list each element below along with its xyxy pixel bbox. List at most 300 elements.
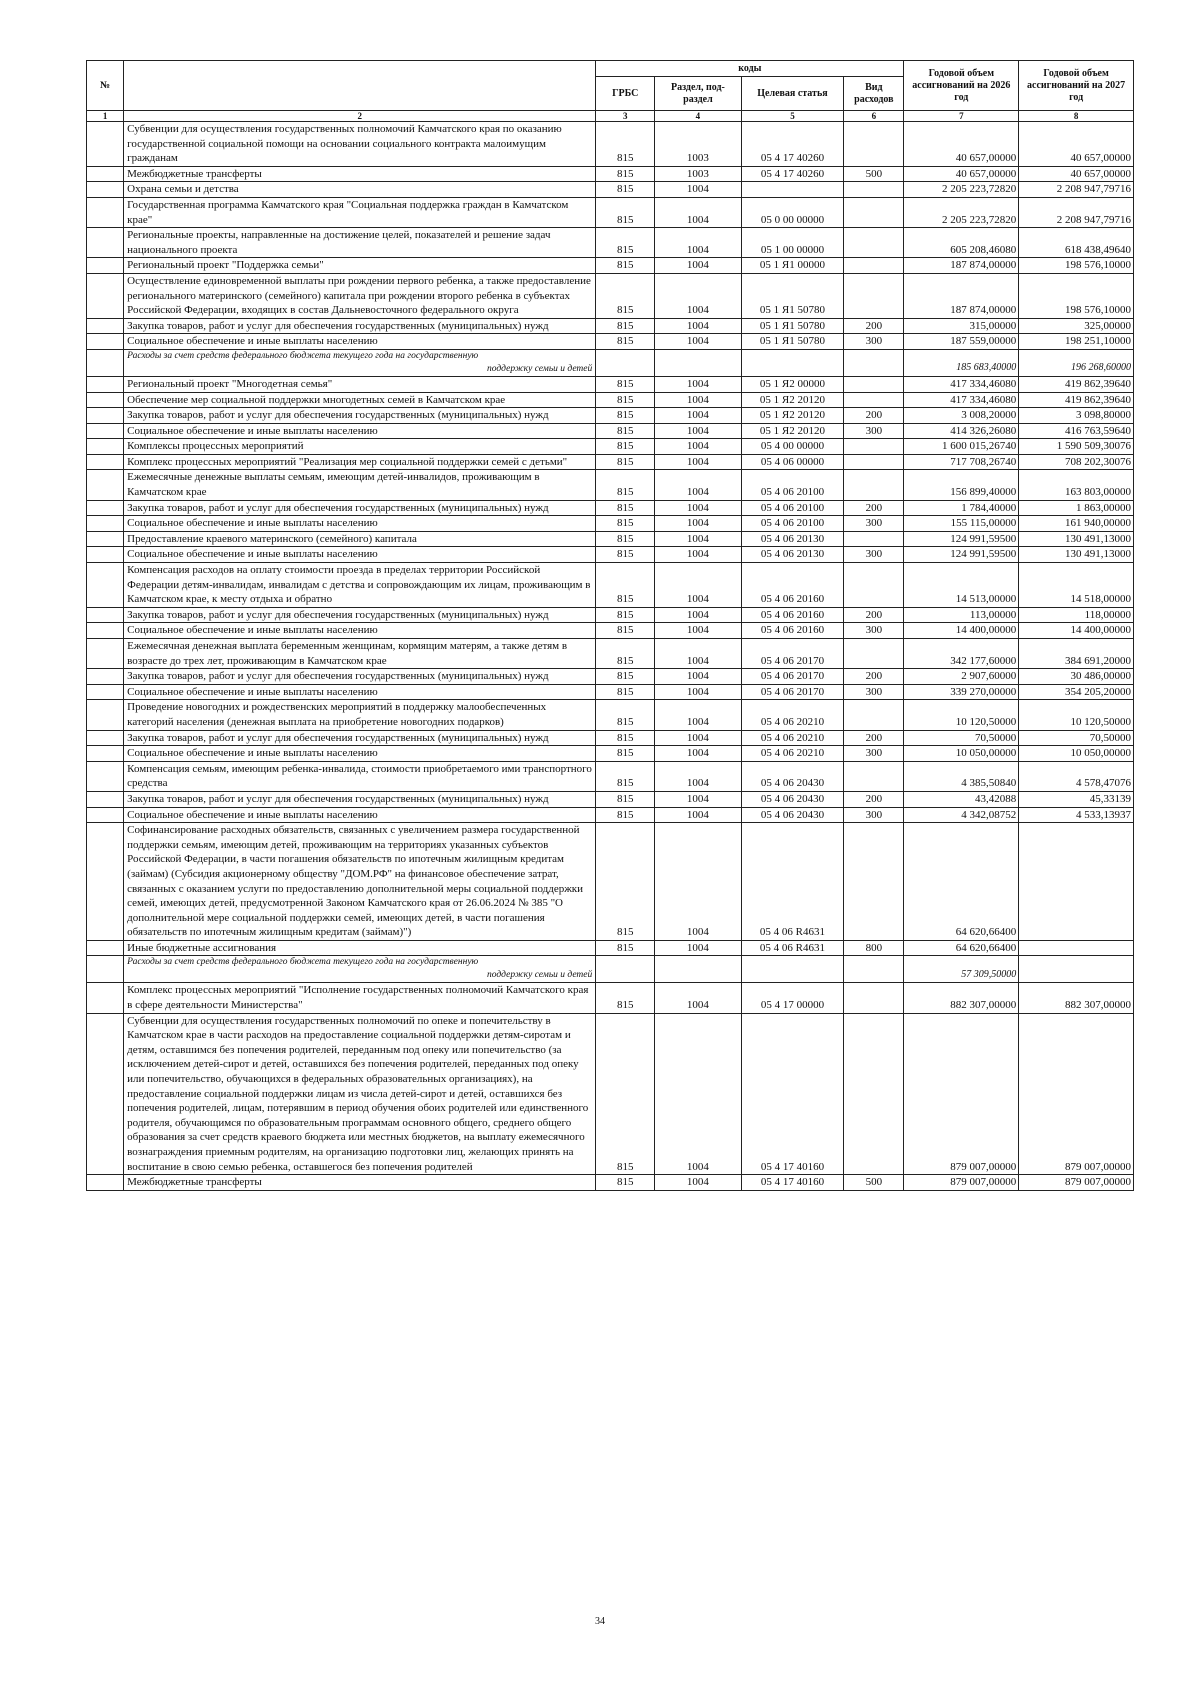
row-razdel-cell: 1004 [655, 197, 741, 227]
row-number-cell [87, 334, 124, 350]
row-name-cell: Субвенции для осуществления государственных полномочий по опеке и попечительству в Камчатском крае в части расходов на предоставление социальной поддержки детям-сиротам и детям, оставшимся без попечения родителей, переданным под опеку или попечительство (за исключением детей-сирот и детей, оставшихся без попечения родителей, переданных под опеку или попечительство, обучающихся в федеральных образовательных организациях), на предоставление социальной поддержки лицам из числа детей-сирот и детей, оставшихся без попечения родителей, лицам, потерявшим в период обучения обоих родителей или единственного родителя, обучающимся по образовательным программам основного общего, среднего общего образования за счет средств краевого бюджета или местных бюджетов, на выплату ежемесячного вознаграждения приемным родителям, на организацию подготовки лиц, желающих принять на воспитание в свою семью ребенка, оставшегося без попечения родителей [124, 1013, 596, 1175]
row-cs-cell: 05 4 06 20130 [741, 531, 844, 547]
row-razdel-cell: 1004 [655, 1175, 741, 1191]
row-number-cell [87, 376, 124, 392]
row-grbs-cell: 815 [596, 258, 655, 274]
row-grbs-cell: 815 [596, 823, 655, 941]
table-row [87, 761, 1134, 791]
row-y2026-cell: 417 334,46080 [904, 376, 1019, 392]
row-razdel-cell [655, 956, 741, 983]
row-number-cell [87, 408, 124, 424]
row-name-cell: Комплекс процессных мероприятий "Реализация мер социальной поддержки семей с детьми" [124, 454, 596, 470]
table-row [87, 318, 1134, 334]
row-grbs-cell: 815 [596, 454, 655, 470]
row-cs-cell: 05 4 06 20160 [741, 623, 844, 639]
table-row [87, 470, 1134, 500]
row-number-cell [87, 500, 124, 516]
row-cs-cell: 05 1 Я2 20120 [741, 392, 844, 408]
row-cs-cell: 05 4 06 20160 [741, 607, 844, 623]
table-row [87, 408, 1134, 424]
row-name-cell: Охрана семьи и детства [124, 182, 596, 198]
row-y2026-cell: 155 115,00000 [904, 516, 1019, 532]
row-number-cell [87, 547, 124, 563]
row-cs-cell: 05 1 Я1 50780 [741, 273, 844, 318]
row-number-cell [87, 639, 124, 669]
row-name-cell: Социальное обеспечение и иные выплаты населению [124, 684, 596, 700]
row-name-cell: Межбюджетные трансферты [124, 166, 596, 182]
row-y2027-cell: 70,50000 [1019, 730, 1134, 746]
row-grbs-cell: 815 [596, 1013, 655, 1175]
row-razdel-cell: 1004 [655, 334, 741, 350]
header-idx-5: 5 [741, 111, 844, 122]
row-number-cell [87, 761, 124, 791]
row-razdel-cell: 1004 [655, 563, 741, 608]
row-name-cell: Социальное обеспечение и иные выплаты населению [124, 334, 596, 350]
row-name-cell: Комплекс процессных мероприятий "Исполнение государственных полномочий Камчатского края в сфере деятельности Министерства" [124, 983, 596, 1013]
row-vr-cell [844, 122, 904, 167]
row-razdel-cell: 1004 [655, 807, 741, 823]
row-y2027-cell: 1 863,00000 [1019, 500, 1134, 516]
table-row [87, 334, 1134, 350]
row-name-cell: Региональный проект "Многодетная семья" [124, 376, 596, 392]
row-y2026-cell: 417 334,46080 [904, 392, 1019, 408]
row-cs-cell: 05 4 06 20170 [741, 639, 844, 669]
row-number-cell [87, 1013, 124, 1175]
row-y2027-cell: 325,00000 [1019, 318, 1134, 334]
row-grbs-cell: 815 [596, 623, 655, 639]
table-row [87, 500, 1134, 516]
row-cs-cell: 05 4 17 40260 [741, 122, 844, 167]
row-name-cell: Социальное обеспечение и иные выплаты населению [124, 746, 596, 762]
row-vr-cell: 300 [844, 547, 904, 563]
row-y2027-cell [1019, 940, 1134, 956]
row-name-cell: Закупка товаров, работ и услуг для обеспечения государственных (муниципальных) нужд [124, 791, 596, 807]
row-razdel-cell: 1004 [655, 318, 741, 334]
table-row [87, 730, 1134, 746]
row-y2027-cell: 2 208 947,79716 [1019, 197, 1134, 227]
row-y2027-cell: 130 491,13000 [1019, 531, 1134, 547]
row-razdel-cell: 1004 [655, 454, 741, 470]
row-y2026-cell: 187 559,00000 [904, 334, 1019, 350]
table-row [87, 392, 1134, 408]
table-row [87, 1013, 1134, 1175]
row-number-cell [87, 607, 124, 623]
row-grbs-cell: 815 [596, 746, 655, 762]
row-razdel-cell: 1004 [655, 516, 741, 532]
row-y2026-cell: 187 874,00000 [904, 273, 1019, 318]
table-row [87, 273, 1134, 318]
table-row [87, 197, 1134, 227]
row-y2027-cell: 198 576,10000 [1019, 258, 1134, 274]
header-idx-1: 1 [87, 111, 124, 122]
note-line-1: Расходы за счет средств федерального бюджета текущего года на государственную [127, 350, 479, 361]
row-vr-cell [844, 439, 904, 455]
header-kody: коды [596, 61, 904, 77]
row-grbs-cell: 815 [596, 334, 655, 350]
row-y2027-cell: 416 763,59640 [1019, 423, 1134, 439]
row-name-cell: Государственная программа Камчатского края "Социальная поддержка граждан в Камчатском крае" [124, 197, 596, 227]
row-y2026-cell: 2 205 223,72820 [904, 182, 1019, 198]
table-row [87, 700, 1134, 730]
row-name-cell: Закупка товаров, работ и услуг для обеспечения государственных (муниципальных) нужд [124, 669, 596, 685]
row-vr-cell: 200 [844, 500, 904, 516]
row-name-cell: Социальное обеспечение и иные выплаты населению [124, 516, 596, 532]
row-cs-cell: 05 1 Я1 50780 [741, 318, 844, 334]
row-name-cell: Закупка товаров, работ и услуг для обеспечения государственных (муниципальных) нужд [124, 318, 596, 334]
row-vr-cell: 200 [844, 318, 904, 334]
table-row [87, 746, 1134, 762]
row-vr-cell [844, 823, 904, 941]
row-razdel-cell: 1003 [655, 166, 741, 182]
row-y2026-cell: 4 342,08752 [904, 807, 1019, 823]
row-vr-cell: 300 [844, 623, 904, 639]
row-vr-cell [844, 392, 904, 408]
row-y2026-cell: 4 385,50840 [904, 761, 1019, 791]
row-number-cell [87, 669, 124, 685]
row-number-cell [87, 956, 124, 983]
row-cs-cell: 05 4 17 40160 [741, 1013, 844, 1175]
row-y2026-cell: 64 620,66400 [904, 940, 1019, 956]
row-grbs-cell: 815 [596, 470, 655, 500]
table-header [87, 61, 1134, 122]
note-line-1: Расходы за счет средств федерального бюджета текущего года на государственную [127, 957, 479, 968]
table-row [87, 228, 1134, 258]
row-cs-cell: 05 4 17 40260 [741, 166, 844, 182]
row-razdel-cell: 1004 [655, 531, 741, 547]
row-vr-cell [844, 531, 904, 547]
row-cs-cell: 05 1 Я1 50780 [741, 334, 844, 350]
header-razdel: Раздел, под-раздел [655, 77, 741, 111]
row-vr-cell: 300 [844, 516, 904, 532]
row-razdel-cell: 1004 [655, 423, 741, 439]
row-razdel-cell: 1004 [655, 730, 741, 746]
row-grbs-cell: 815 [596, 423, 655, 439]
row-grbs-cell: 815 [596, 197, 655, 227]
table-row [87, 607, 1134, 623]
row-y2026-cell: 113,00000 [904, 607, 1019, 623]
row-vr-cell [844, 639, 904, 669]
header-idx-3: 3 [596, 111, 655, 122]
row-name-cell: Социальное обеспечение и иные выплаты населению [124, 423, 596, 439]
row-y2026-cell: 187 874,00000 [904, 258, 1019, 274]
row-cs-cell: 05 1 Я2 20120 [741, 423, 844, 439]
row-grbs-cell: 815 [596, 700, 655, 730]
row-cs-cell: 05 4 06 20100 [741, 516, 844, 532]
row-number-cell [87, 623, 124, 639]
table-row [87, 1175, 1134, 1191]
row-y2027-cell: 30 486,00000 [1019, 669, 1134, 685]
row-grbs-cell: 815 [596, 791, 655, 807]
row-cs-cell: 05 4 00 00000 [741, 439, 844, 455]
row-name-cell: Компенсация расходов на оплату стоимости проезда в пределах территории Российской Федерации детям-инвалидам, инвалидам с детства и сопровождающим их лицам, проживающим в Камчатском крае, к месту отдыха и обратно [124, 563, 596, 608]
row-y2026-cell: 339 270,00000 [904, 684, 1019, 700]
row-y2027-cell: 618 438,49640 [1019, 228, 1134, 258]
row-name-cell: Иные бюджетные ассигнования [124, 940, 596, 956]
row-y2027-cell: 708 202,30076 [1019, 454, 1134, 470]
row-grbs-cell: 815 [596, 761, 655, 791]
row-grbs-cell [596, 349, 655, 376]
row-cs-cell: 05 4 06 20170 [741, 684, 844, 700]
row-grbs-cell: 815 [596, 547, 655, 563]
table-row [87, 623, 1134, 639]
row-grbs-cell: 815 [596, 273, 655, 318]
row-number-cell [87, 730, 124, 746]
row-cs-cell: 05 1 Я1 00000 [741, 258, 844, 274]
row-name-cell: Осуществление единовременной выплаты при рождении первого ребенка, а также предоставление регионального материнского (семейного) капитала при рождении второго ребенка в субъектах Российской Федерации, входящих в состав Дальневосточного федерального округа [124, 273, 596, 318]
row-grbs-cell: 815 [596, 669, 655, 685]
row-y2026-cell: 10 050,00000 [904, 746, 1019, 762]
row-number-cell [87, 684, 124, 700]
row-grbs-cell: 815 [596, 807, 655, 823]
table-row [87, 182, 1134, 198]
row-y2026-cell: 879 007,00000 [904, 1013, 1019, 1175]
row-razdel-cell: 1004 [655, 439, 741, 455]
row-y2026-cell: 43,42088 [904, 791, 1019, 807]
row-razdel-cell: 1004 [655, 376, 741, 392]
row-cs-cell: 05 1 00 00000 [741, 228, 844, 258]
row-number-cell [87, 182, 124, 198]
row-y2026-cell: 1 784,40000 [904, 500, 1019, 516]
row-y2026-cell: 64 620,66400 [904, 823, 1019, 941]
row-number-cell [87, 940, 124, 956]
row-grbs-cell: 815 [596, 1175, 655, 1191]
row-cs-cell: 05 1 Я2 20120 [741, 408, 844, 424]
table-row [87, 349, 1134, 376]
table-row [87, 823, 1134, 941]
row-y2027-cell: 14 400,00000 [1019, 623, 1134, 639]
row-y2027-cell: 2 208 947,79716 [1019, 182, 1134, 198]
row-number-cell [87, 700, 124, 730]
row-razdel-cell: 1004 [655, 182, 741, 198]
row-razdel-cell: 1004 [655, 392, 741, 408]
row-vr-cell [844, 470, 904, 500]
row-razdel-cell: 1004 [655, 684, 741, 700]
table-row [87, 122, 1134, 167]
row-number-cell [87, 470, 124, 500]
table-row [87, 547, 1134, 563]
row-vr-cell [844, 1013, 904, 1175]
table-row [87, 956, 1134, 983]
row-name-cell: Субвенции для осуществления государственных полномочий Камчатского края по оказанию государственной социальной помощи на основании социального контракта малоимущим гражданам [124, 122, 596, 167]
row-y2027-cell: 354 205,20000 [1019, 684, 1134, 700]
row-vr-cell: 200 [844, 791, 904, 807]
row-cs-cell: 05 4 06 00000 [741, 454, 844, 470]
row-y2026-cell: 3 008,20000 [904, 408, 1019, 424]
row-cs-cell: 05 4 06 20210 [741, 730, 844, 746]
row-grbs-cell: 815 [596, 684, 655, 700]
row-vr-cell: 500 [844, 1175, 904, 1191]
table-row [87, 940, 1134, 956]
header-no: № [87, 61, 124, 111]
row-vr-cell [844, 700, 904, 730]
row-vr-cell [844, 228, 904, 258]
row-cs-cell: 05 4 06 20210 [741, 746, 844, 762]
row-number-cell [87, 273, 124, 318]
row-y2027-cell: 40 657,00000 [1019, 166, 1134, 182]
row-vr-cell: 300 [844, 807, 904, 823]
row-grbs-cell: 815 [596, 730, 655, 746]
row-name-cell: Закупка товаров, работ и услуг для обеспечения государственных (муниципальных) нужд [124, 408, 596, 424]
row-number-cell [87, 423, 124, 439]
table-row [87, 376, 1134, 392]
row-cs-cell: 05 4 06 20210 [741, 700, 844, 730]
row-razdel-cell: 1004 [655, 228, 741, 258]
table-row [87, 669, 1134, 685]
row-vr-cell: 800 [844, 940, 904, 956]
row-y2026-cell: 342 177,60000 [904, 639, 1019, 669]
header-y2026: Годовой объем ассигнований на 2026 год [904, 61, 1019, 111]
row-y2027-cell: 3 098,80000 [1019, 408, 1134, 424]
row-vr-cell [844, 956, 904, 983]
table-row [87, 791, 1134, 807]
row-y2026-cell: 10 120,50000 [904, 700, 1019, 730]
row-grbs-cell: 815 [596, 408, 655, 424]
table-row [87, 423, 1134, 439]
row-razdel-cell: 1004 [655, 470, 741, 500]
row-cs-cell: 05 4 06 20430 [741, 807, 844, 823]
row-razdel-cell: 1004 [655, 607, 741, 623]
row-grbs-cell: 815 [596, 531, 655, 547]
row-grbs-cell: 815 [596, 639, 655, 669]
table-row [87, 807, 1134, 823]
row-y2026-cell: 414 326,26080 [904, 423, 1019, 439]
row-vr-cell [844, 376, 904, 392]
header-name [124, 61, 596, 111]
row-razdel-cell: 1004 [655, 500, 741, 516]
row-razdel-cell: 1004 [655, 700, 741, 730]
row-y2027-cell: 10 120,50000 [1019, 700, 1134, 730]
row-grbs-cell: 815 [596, 516, 655, 532]
row-name-cell: Софинансирование расходных обязательств, связанных с увеличением размера государственной поддержки семьям, имеющим детей, проживающим на территориях указанных субъектов Российской Федерации, в части погашения обязательств по ипотечным жилищным кредитам (займам) (Субсидия акционерному обществу "ДОМ.РФ" на финансовое обеспечение затрат, связанных с оказанием услуги по предоставлению дополнительной меры социальной поддержки семей, имеющих детей, предусмотренной Законом Камчатского края от 26.06.2024 № 385 "О дополнительной мере социальной поддержки семей, имеющих детей, в части погашения обязательств по ипотечным жилищным кредитам (займам)") [124, 823, 596, 941]
row-vr-cell: 200 [844, 607, 904, 623]
row-vr-cell [844, 983, 904, 1013]
row-number-cell [87, 122, 124, 167]
row-y2027-cell: 419 862,39640 [1019, 392, 1134, 408]
row-y2027-cell: 879 007,00000 [1019, 1013, 1134, 1175]
row-razdel-cell: 1004 [655, 761, 741, 791]
row-grbs-cell: 815 [596, 182, 655, 198]
row-cs-cell: 05 0 00 00000 [741, 197, 844, 227]
row-cs-cell [741, 956, 844, 983]
row-note-cell [124, 956, 596, 983]
budget-table [86, 60, 1134, 1191]
table-row [87, 166, 1134, 182]
row-y2027-cell: 198 576,10000 [1019, 273, 1134, 318]
row-grbs-cell: 815 [596, 318, 655, 334]
row-vr-cell: 200 [844, 730, 904, 746]
row-y2027-cell: 130 491,13000 [1019, 547, 1134, 563]
row-name-cell: Ежемесячная денежная выплата беременным женщинам, кормящим матерям, а также детям в возрасте до трех лет, проживающим в Камчатском крае [124, 639, 596, 669]
row-vr-cell [844, 349, 904, 376]
row-razdel-cell: 1004 [655, 983, 741, 1013]
row-grbs-cell: 815 [596, 563, 655, 608]
row-number-cell [87, 1175, 124, 1191]
row-cs-cell: 05 4 06 20100 [741, 470, 844, 500]
header-idx-2: 2 [124, 111, 596, 122]
header-grbs: ГРБС [596, 77, 655, 111]
row-razdel-cell: 1004 [655, 639, 741, 669]
row-grbs-cell: 815 [596, 228, 655, 258]
row-note-cell [124, 349, 596, 376]
row-number-cell [87, 807, 124, 823]
row-vr-cell [844, 761, 904, 791]
row-vr-cell [844, 563, 904, 608]
row-vr-cell [844, 258, 904, 274]
row-name-cell: Закупка товаров, работ и услуг для обеспечения государственных (муниципальных) нужд [124, 500, 596, 516]
row-y2026-cell: 882 307,00000 [904, 983, 1019, 1013]
header-idx-7: 7 [904, 111, 1019, 122]
row-razdel-cell: 1004 [655, 408, 741, 424]
budget-sheet [86, 60, 1134, 1191]
row-grbs-cell: 815 [596, 983, 655, 1013]
row-y2026-cell: 14 400,00000 [904, 623, 1019, 639]
row-grbs-cell [596, 956, 655, 983]
row-y2026-cell: 40 657,00000 [904, 122, 1019, 167]
row-y2026-cell: 315,00000 [904, 318, 1019, 334]
row-razdel-cell: 1004 [655, 940, 741, 956]
row-y2026-cell: 185 683,40000 [904, 349, 1019, 376]
row-y2026-cell: 57 309,50000 [904, 956, 1019, 983]
row-cs-cell: 05 4 06 20100 [741, 500, 844, 516]
row-razdel-cell: 1004 [655, 823, 741, 941]
row-y2026-cell: 124 991,59500 [904, 547, 1019, 563]
row-grbs-cell: 815 [596, 607, 655, 623]
row-number-cell [87, 454, 124, 470]
row-name-cell: Социальное обеспечение и иные выплаты населению [124, 547, 596, 563]
row-vr-cell: 200 [844, 669, 904, 685]
row-number-cell [87, 349, 124, 376]
row-name-cell: Предоставление краевого материнского (семейного) капитала [124, 531, 596, 547]
page-number: 34 [595, 1616, 605, 1627]
row-cs-cell [741, 349, 844, 376]
row-y2026-cell: 2 907,60000 [904, 669, 1019, 685]
row-number-cell [87, 531, 124, 547]
table-row [87, 258, 1134, 274]
row-name-cell: Региональный проект "Поддержка семьи" [124, 258, 596, 274]
row-cs-cell: 05 4 17 00000 [741, 983, 844, 1013]
row-name-cell: Компенсация семьям, имеющим ребенка-инвалида, стоимости приобретаемого ими транспортного средства [124, 761, 596, 791]
row-y2027-cell: 384 691,20000 [1019, 639, 1134, 669]
row-vr-cell [844, 197, 904, 227]
row-vr-cell: 200 [844, 408, 904, 424]
row-name-cell: Социальное обеспечение и иные выплаты населению [124, 807, 596, 823]
row-cs-cell: 05 4 06 20430 [741, 791, 844, 807]
row-vr-cell: 300 [844, 334, 904, 350]
row-y2027-cell: 1 590 509,30076 [1019, 439, 1134, 455]
row-razdel-cell [655, 349, 741, 376]
row-name-cell: Региональные проекты, направленные на достижение целей, показателей и решение задач национального проекта [124, 228, 596, 258]
header-y2027: Годовой объем ассигнований на 2027 год [1019, 61, 1134, 111]
table-row [87, 563, 1134, 608]
row-razdel-cell: 1004 [655, 547, 741, 563]
row-cs-cell: 05 4 06 R4631 [741, 940, 844, 956]
row-number-cell [87, 746, 124, 762]
row-y2027-cell: 163 803,00000 [1019, 470, 1134, 500]
row-razdel-cell: 1004 [655, 791, 741, 807]
row-number-cell [87, 318, 124, 334]
row-y2026-cell: 14 513,00000 [904, 563, 1019, 608]
row-razdel-cell: 1004 [655, 1013, 741, 1175]
row-y2026-cell: 2 205 223,72820 [904, 197, 1019, 227]
row-name-cell: Обеспечение мер социальной поддержки многодетных семей в Камчатском крае [124, 392, 596, 408]
row-y2027-cell: 118,00000 [1019, 607, 1134, 623]
row-razdel-cell: 1004 [655, 273, 741, 318]
row-y2026-cell: 124 991,59500 [904, 531, 1019, 547]
table-row [87, 439, 1134, 455]
row-y2026-cell: 1 600 015,26740 [904, 439, 1019, 455]
row-y2027-cell: 40 657,00000 [1019, 122, 1134, 167]
row-cs-cell: 05 1 Я2 00000 [741, 376, 844, 392]
